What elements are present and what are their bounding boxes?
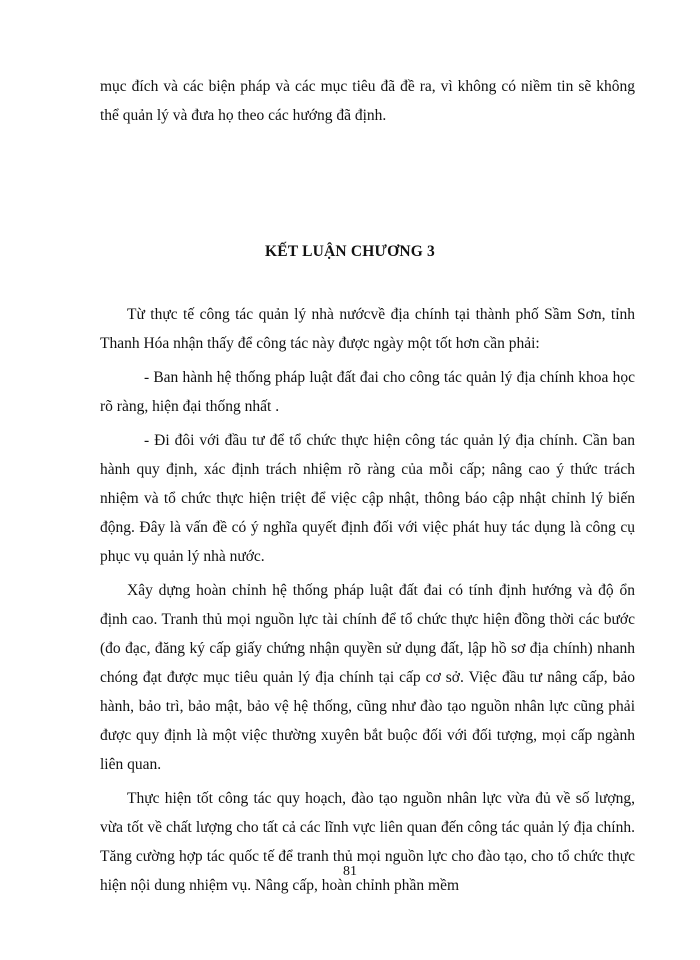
list-item-paragraph: - Ban hành hệ thống pháp luật đất đai cho công tác quản lý địa chính khoa học rõ ràng, hiện đại thống nhất .: [100, 369, 635, 415]
page-number: 81: [343, 864, 357, 879]
continuation-paragraph: mục đích và các biện pháp và các mục tiêu đã đề ra, vì không có niềm tin sẽ không thể quản lý và đưa họ theo các hướng đã định.: [100, 78, 635, 124]
previous-section-text: [100, 72, 635, 130]
list-item-paragraph: - Đi đôi với đầu tư để tổ chức thực hiện công tác quản lý địa chính. Cần ban hành quy định, xác định trách nhiệm rõ ràng của mỗi cấp; nâng cao ý thức trách nhiệm và tổ chức thực hiện triệt để việc cập nhật, thông báo cập nhật chỉnh lý biến động. Đây là vấn đề có ý nghĩa quyết định đối với việc phát huy tác dụng là công cụ phục vụ quản lý nhà nước.: [100, 432, 635, 565]
body-paragraph: Thực hiện tốt công tác quy hoạch, đào tạo nguồn nhân lực vừa đủ về số lượng, vừa tốt về chất lượng cho tất cả các lĩnh vực liên quan đến công tác quản lý địa chính. Tăng cường hợp tác quốc tế để tranh thủ mọi nguồn lực cho đào tạo, cho tổ chức thực hiện nội dung nhiệm vụ. Nâng cấp, hoàn chỉnh phần mềm: [100, 790, 635, 894]
body-paragraph: Xây dựng hoàn chỉnh hệ thống pháp luật đất đai có tính định hướng và độ ổn định cao. Tranh thủ mọi nguồn lực tài chính để tổ chức thực hiện đồng thời các bước (đo đạc, đăng ký cấp giấy chứng nhận quyền sử dụng đất, lập hồ sơ địa chính) nhanh chóng đạt được mục tiêu quản lý địa chính tại cấp cơ sở. Việc đầu tư nâng cấp, bảo hành, bảo trì, bảo mật, bảo vệ hệ thống, cũng như đào tạo nguồn nhân lực cũng phải được quy định là một việc thường xuyên bắt buộc đối với đối tượng, mọi cấp ngành liên quan.: [100, 582, 635, 773]
conclusion-body: [100, 300, 635, 905]
chapter-conclusion-heading: KẾT LUẬN CHƯƠNG 3: [264, 243, 436, 260]
body-paragraph: Từ thực tế công tác quản lý nhà nướcvề địa chính tại thành phố Sầm Sơn, tỉnh Thanh Hóa nhận thấy để công tác này được ngày một tốt hơn cần phải:: [100, 306, 635, 352]
